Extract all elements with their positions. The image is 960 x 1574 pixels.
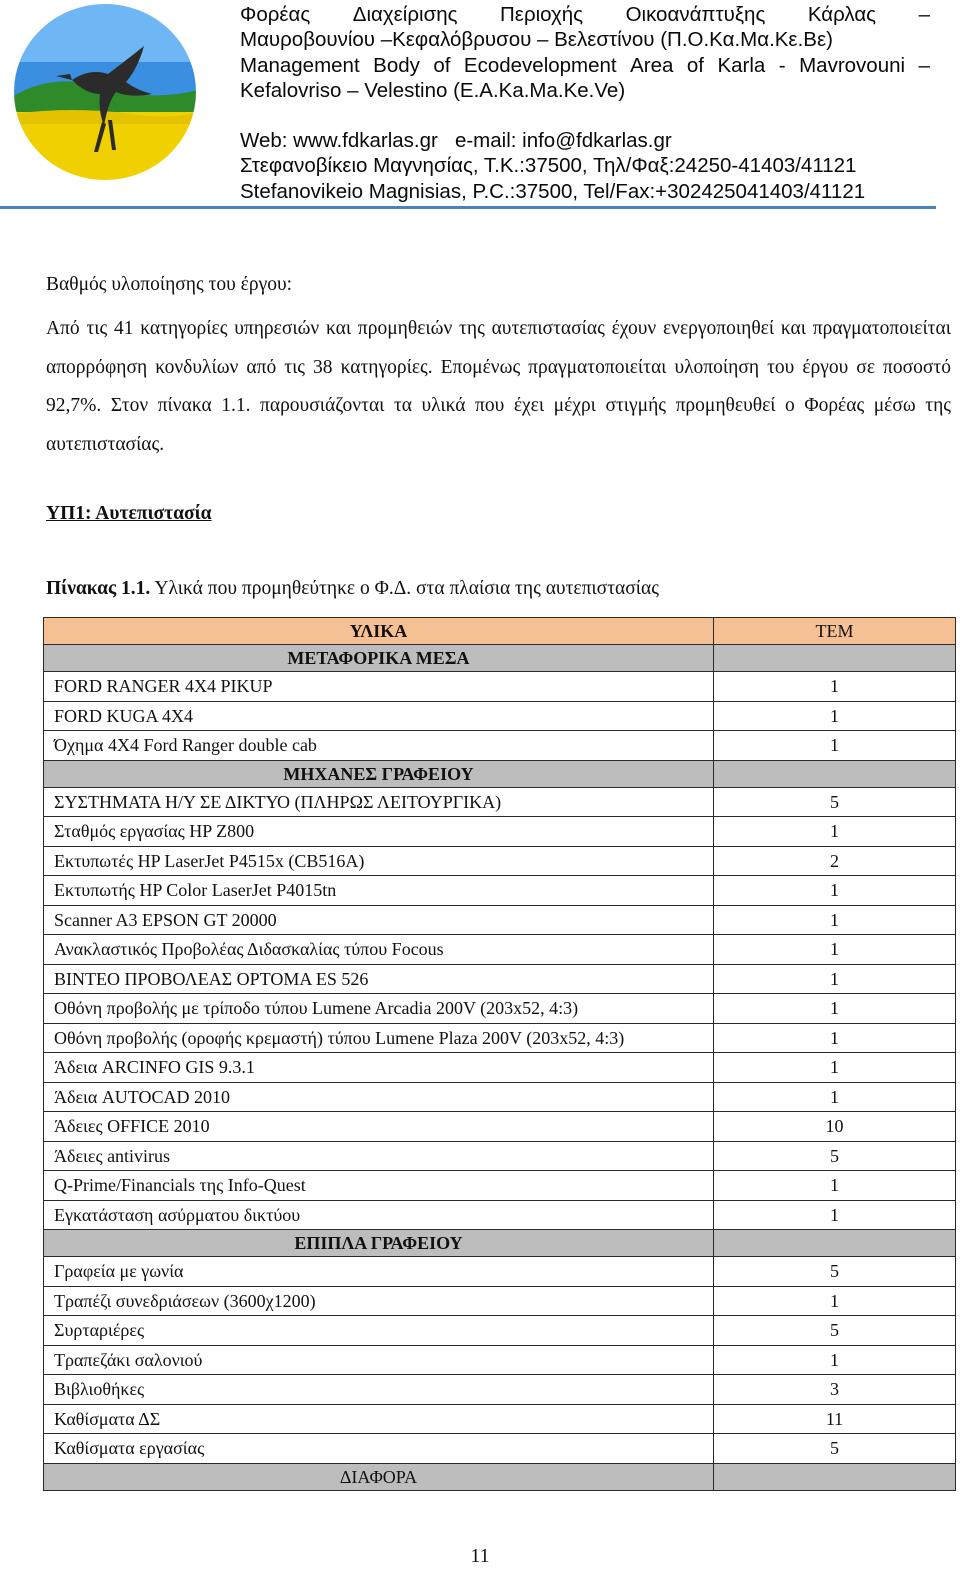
table-row: [44, 1345, 956, 1375]
header-line-3: [240, 53, 930, 78]
header-word: -: [778, 53, 786, 77]
item-name: Εκτυπωτές HP LaserJet P4515x (CB516A): [44, 846, 714, 876]
header-word: Κάρλας: [807, 3, 877, 26]
column-header-items: ΥΛΙΚΑ: [44, 618, 714, 645]
item-name: Εκτυπωτής HP Color LaserJet P4015tn: [44, 876, 714, 906]
header-word: Ecodevelopment: [463, 53, 617, 77]
category-label: ΜΕΤΑΦΟΡΙΚΑ ΜΕΣΑ: [44, 645, 714, 672]
item-qty: 1: [714, 935, 956, 965]
table-row: [44, 905, 956, 935]
item-qty: 1: [714, 1082, 956, 1112]
item-name: Συρταριέρες: [44, 1316, 714, 1346]
item-qty: 1: [714, 1171, 956, 1201]
item-name: Τραπέζι συνεδριάσεων (3600χ1200): [44, 1286, 714, 1316]
item-qty: 11: [714, 1404, 956, 1434]
table-row: [44, 876, 956, 906]
caption-text: Υλικά που προμηθεύτηκε ο Φ.Δ. στα πλαίσια της αυτεπιστασίας: [150, 578, 659, 599]
materials-table: [43, 617, 956, 1491]
header-word: Διαχείρισης: [352, 3, 458, 26]
item-name: Τραπεζάκι σαλονιού: [44, 1345, 714, 1375]
item-qty: 1: [714, 964, 956, 994]
page-number: 11: [470, 1545, 490, 1567]
header-line-2: Μαυροβουνίου –Κεφαλόβρυσου – Βελεστίνου (Π.Ο.Κα.Μα.Κε.Βε): [240, 28, 833, 52]
category-label: ΔΙΑΦΟΡΑ: [44, 1463, 714, 1490]
header-word: –: [918, 53, 930, 77]
category-row: [44, 760, 956, 787]
category-label: ΜΗΧΑΝΕΣ ΓΡΑΦΕΙΟΥ: [44, 760, 714, 787]
item-name: Άδειες antivirus: [44, 1141, 714, 1171]
header-line-1: [240, 2, 930, 27]
header-word: of: [686, 53, 704, 77]
item-qty: 5: [714, 1141, 956, 1171]
caption-label: Πίνακας 1.1.: [46, 578, 151, 599]
item-qty: 5: [714, 1257, 956, 1287]
item-name: Άδειες OFFICE 2010: [44, 1112, 714, 1142]
item-qty: 5: [714, 1434, 956, 1464]
item-qty: 1: [714, 1286, 956, 1316]
table-caption: [46, 578, 659, 600]
table-row: [44, 964, 956, 994]
category-row: [44, 645, 956, 672]
header-word: Φορέας: [240, 3, 311, 26]
item-qty: 1: [714, 905, 956, 935]
item-name: Σταθμός εργασίας HP Z800: [44, 817, 714, 847]
header-word: Area: [630, 53, 674, 77]
item-name: FORD RANGER 4X4 PIKUP: [44, 672, 714, 702]
column-header-qty: ΤΕΜ: [714, 618, 956, 645]
item-name: ΣΥΣΤΗΜΑΤΑ Η/Υ ΣΕ ΔΙΚΤΥΟ (ΠΛΗΡΩΣ ΛΕΙΤΟΥΡΓΙΚΑ): [44, 787, 714, 817]
header-word: –: [918, 3, 930, 26]
item-name: Q-Prime/Financials της Info-Quest: [44, 1171, 714, 1201]
table-row: [44, 672, 956, 702]
heron-logo-icon: [12, 2, 198, 182]
category-row: [44, 1463, 956, 1490]
item-qty: 1: [714, 1023, 956, 1053]
address-english: Stefanovikeio Magnisias, P.C.:37500, Tel/Fax:+302425041403/41121: [240, 179, 866, 203]
item-name: Εγκατάσταση ασύρματου δικτύου: [44, 1200, 714, 1230]
category-label: ΕΠΙΠΛΑ ΓΡΑΦΕΙΟΥ: [44, 1230, 714, 1257]
category-row: [44, 1230, 956, 1257]
table-row: [44, 1257, 956, 1287]
table-row: [44, 731, 956, 761]
table-row: [44, 1141, 956, 1171]
header-word: Karla: [717, 53, 766, 77]
item-qty: 10: [714, 1112, 956, 1142]
item-qty: 1: [714, 876, 956, 906]
letterhead: [0, 0, 960, 212]
header-word: Περιοχής: [500, 3, 584, 26]
organization-info: [240, 2, 930, 204]
item-name: Βιβλιοθήκες: [44, 1375, 714, 1405]
item-qty: 5: [714, 787, 956, 817]
item-qty: 3: [714, 1375, 956, 1405]
section-title: ΥΠ1: Αυτεπιστασία: [46, 503, 212, 524]
table-row: [44, 846, 956, 876]
table-row: [44, 1082, 956, 1112]
table-header-row: [44, 618, 956, 645]
intro-paragraph: Από τις 41 κατηγορίες υπηρεσιών και προμηθειών της αυτεπιστασίας έχουν ενεργοποιηθεί και πραγματοποιείται απορρόφηση κονδυλίων από τις 38 κατηγορίες. Επομένως πραγματοποιείται υλοποίηση του έργου σε ποσοστό 92,7%. Στον πίνακα 1.1. παρουσιάζονται τα υλικά που έχει μέχρι στιγμής προμηθευθεί ο Φορέας μέσω της αυτεπιστασίας.: [46, 318, 951, 455]
address-greek: Στεφανοβίκειο Μαγνησίας, Τ.Κ.:37500, Τηλ/Φαξ:24250-41403/41121: [240, 154, 857, 178]
item-name: Άδεια ARCINFO GIS 9.3.1: [44, 1053, 714, 1083]
item-qty: 1: [714, 817, 956, 847]
table-row: [44, 1316, 956, 1346]
header-word: Mavrovouni: [799, 53, 906, 77]
item-name: Scanner A3 EPSON GT 20000: [44, 905, 714, 935]
table-row: [44, 787, 956, 817]
table-row: [44, 1053, 956, 1083]
header-line-4: Kefalovriso – Velestino (E.A.Ka.Ma.Ke.Ve): [240, 78, 626, 102]
item-qty: 1: [714, 701, 956, 731]
header-word: Management: [240, 53, 360, 77]
item-name: Γραφεία με γωνία: [44, 1257, 714, 1287]
item-qty: 2: [714, 846, 956, 876]
item-qty: 1: [714, 731, 956, 761]
item-name: Καθίσματα ΔΣ: [44, 1404, 714, 1434]
table-row: [44, 1200, 956, 1230]
table-row: [44, 701, 956, 731]
item-name: Οθόνη προβολής (οροφής κρεμαστή) τύπου Lumene Plaza 200V (203x52, 4:3): [44, 1023, 714, 1053]
item-qty: 5: [714, 1316, 956, 1346]
table-row: [44, 1404, 956, 1434]
header-word: of: [433, 53, 451, 77]
table-row: [44, 1286, 956, 1316]
item-name: ΒΙΝΤΕΟ ΠΡΟΒΟΛΕΑΣ OPTOMA ES 526: [44, 964, 714, 994]
header-word: Body: [373, 53, 420, 77]
table-row: [44, 817, 956, 847]
header-divider: [0, 206, 936, 209]
web-email-line: Web: www.fdkarlas.gr e-mail: info@fdkarlas.gr: [240, 129, 672, 153]
item-qty: 1: [714, 1345, 956, 1375]
table-row: [44, 1375, 956, 1405]
table-row: [44, 1112, 956, 1142]
table-row: [44, 1434, 956, 1464]
item-qty: 1: [714, 994, 956, 1024]
item-qty: 1: [714, 1200, 956, 1230]
table-row: [44, 1023, 956, 1053]
table-row: [44, 1171, 956, 1201]
item-qty: 1: [714, 1053, 956, 1083]
item-name: Ανακλαστικός Προβολέας Διδασκαλίας τύπου Focous: [44, 935, 714, 965]
item-name: FORD KUGA 4X4: [44, 701, 714, 731]
table-row: [44, 935, 956, 965]
intro-title: Βαθμός υλοποίησης του έργου:: [46, 274, 293, 295]
table-row: [44, 994, 956, 1024]
item-name: Άδεια AUTOCAD 2010: [44, 1082, 714, 1112]
item-name: Όχημα 4Χ4 Ford Ranger double cab: [44, 731, 714, 761]
item-name: Οθόνη προβολής με τρίποδο τύπου Lumene Arcadia 200V (203x52, 4:3): [44, 994, 714, 1024]
header-word: Οικοανάπτυξης: [625, 3, 766, 26]
item-name: Καθίσματα εργασίας: [44, 1434, 714, 1464]
item-qty: 1: [714, 672, 956, 702]
